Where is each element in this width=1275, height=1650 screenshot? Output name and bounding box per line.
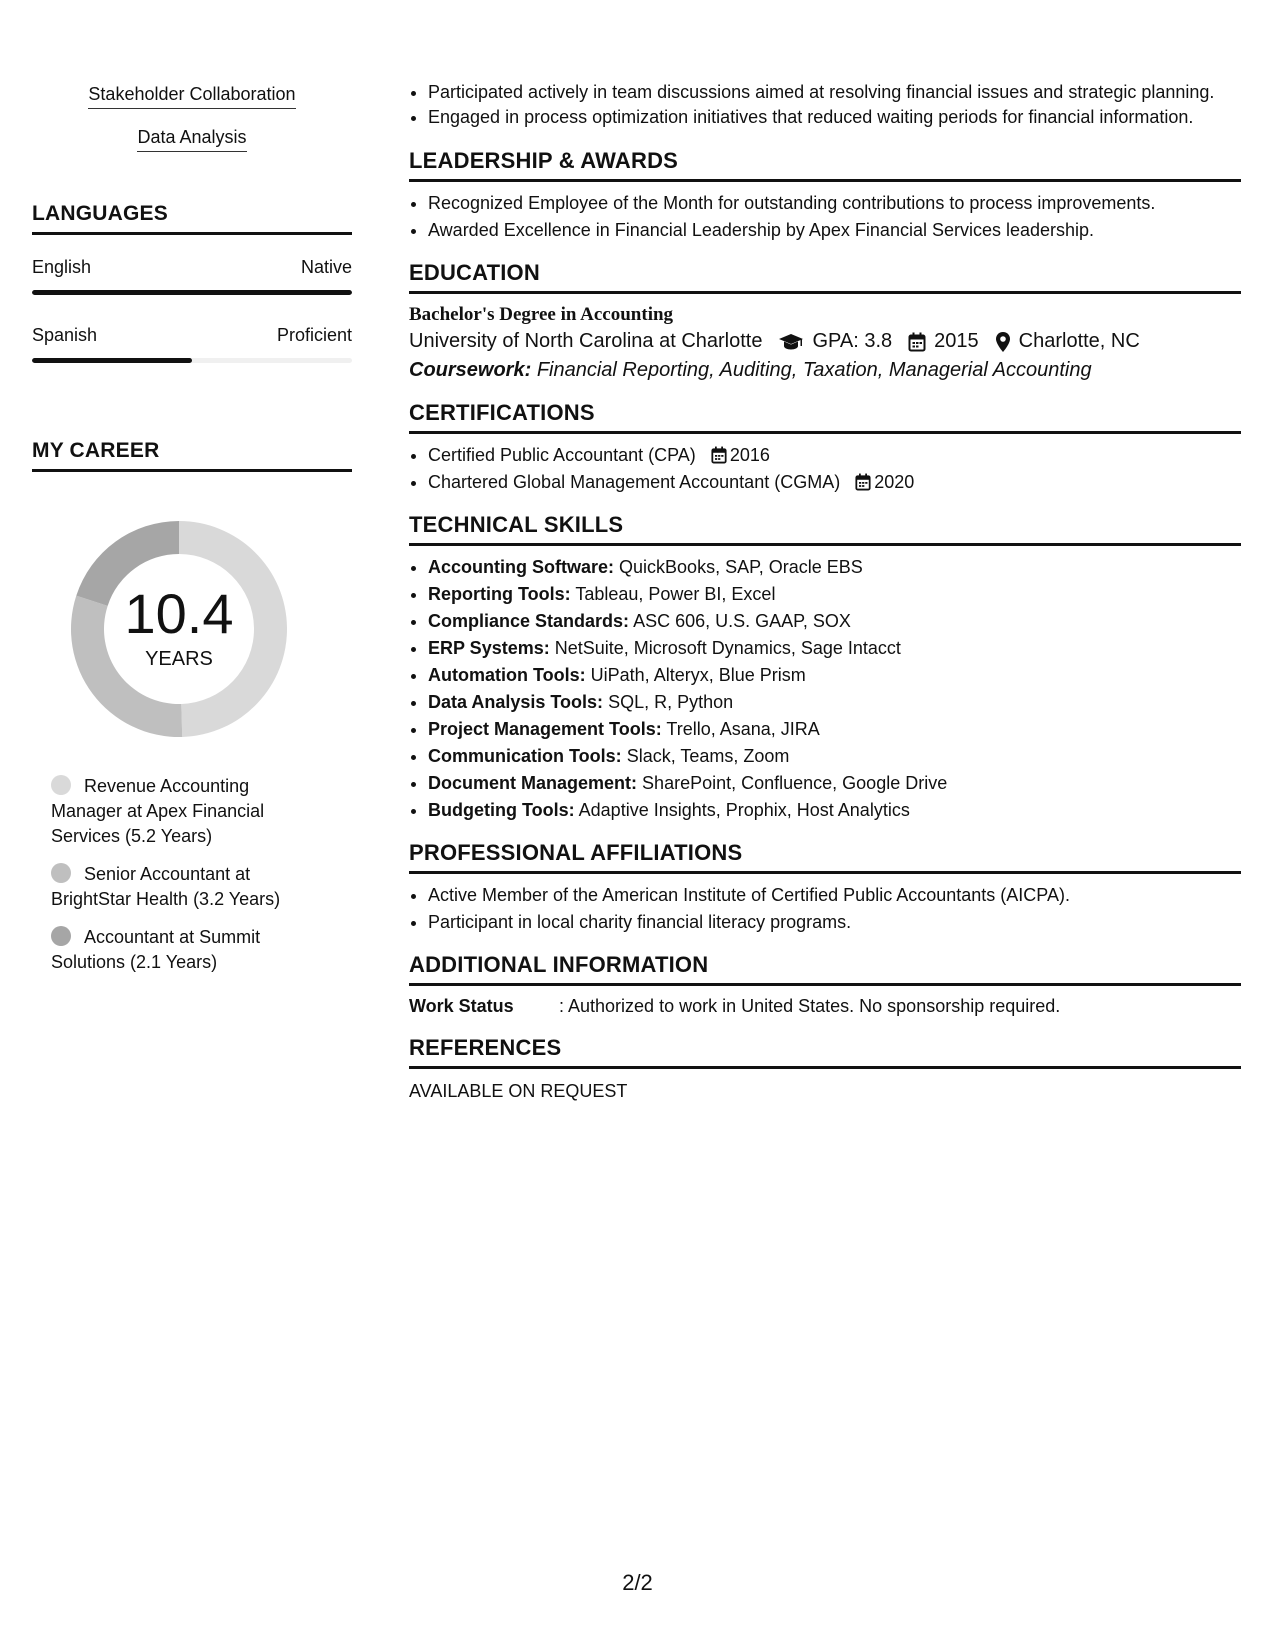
legend-label: Accountant at Summit Solutions (2.1 Years)	[51, 927, 261, 972]
certifications-heading: CERTIFICATIONS	[409, 400, 1241, 434]
career-donut-center	[64, 582, 294, 671]
education-meta	[409, 330, 1241, 353]
language-item	[32, 325, 352, 363]
school-location: Charlotte, NC	[1018, 330, 1140, 352]
list-item	[428, 442, 1241, 469]
skill-category: Project Management Tools:	[428, 719, 662, 739]
language-proficiency-bar	[32, 358, 352, 363]
education-heading: EDUCATION	[409, 260, 1241, 294]
calendar-icon	[711, 446, 727, 464]
list-item	[428, 581, 1241, 608]
skill-values: Trello, Asana, JIRA	[666, 719, 820, 739]
list-item: • Participant in local charity financial literacy programs.	[428, 909, 1241, 936]
list-item	[428, 662, 1241, 689]
list-item: • Engaged in process optimization initiatives that reduced waiting periods for financial information.	[428, 105, 1241, 130]
skill-values: ASC 606, U.S. GAAP, SOX	[633, 611, 851, 631]
list-item	[428, 554, 1241, 581]
affiliations-heading: PROFESSIONAL AFFILIATIONS	[409, 840, 1241, 874]
certification-year: 2016	[729, 445, 770, 465]
certifications-list	[409, 442, 1241, 496]
skill-tag: Stakeholder Collaboration	[88, 84, 295, 109]
career-legend	[32, 774, 352, 975]
skill-values: SQL, R, Python	[608, 692, 734, 712]
main-column	[409, 80, 1241, 1102]
degree: Bachelor's Degree in Accounting	[409, 304, 674, 325]
work-status-row	[409, 996, 1241, 1017]
gpa: GPA: 3.8	[812, 330, 893, 352]
page-number: 2/2	[622, 1570, 653, 1595]
skill-category: ERP Systems:	[428, 638, 550, 658]
language-proficiency-fill	[32, 290, 352, 295]
work-status-value: : Authorized to work in United States. No sponsorship required.	[559, 996, 1061, 1016]
sidebar	[32, 84, 352, 988]
list-item	[428, 689, 1241, 716]
list-item: • Awarded Excellence in Financial Leadership by Apex Financial Services leadership.	[428, 217, 1241, 244]
list-item: • Active Member of the American Institute of Certified Public Accountants (AICPA).	[428, 882, 1241, 909]
skill-values: Tableau, Power BI, Excel	[575, 584, 776, 604]
language-proficiency-bar	[32, 290, 352, 295]
career-donut-chart	[64, 514, 294, 744]
skill-values: QuickBooks, SAP, Oracle EBS	[619, 557, 863, 577]
certification-name: Certified Public Accountant (CPA)	[428, 445, 696, 465]
coursework-label: Coursework:	[409, 359, 532, 381]
skill-category: Document Management:	[428, 773, 638, 793]
skill-values: NetSuite, Microsoft Dynamics, Sage Intacct	[554, 638, 901, 658]
calendar-icon	[855, 473, 871, 491]
graduation-cap-icon	[778, 333, 804, 351]
skill-tag: Data Analysis	[137, 127, 246, 152]
skill-values: Slack, Teams, Zoom	[626, 746, 790, 766]
technical-skills-heading: TECHNICAL SKILLS	[409, 512, 1241, 546]
list-item	[428, 797, 1241, 824]
language-name: English	[32, 257, 92, 277]
career-heading: MY CAREER	[32, 439, 352, 472]
list-item	[428, 770, 1241, 797]
coursework	[409, 359, 1241, 382]
skill-values: Adaptive Insights, Prophix, Host Analytics	[578, 800, 910, 820]
skill-category: Compliance Standards:	[428, 611, 630, 631]
list-item	[428, 743, 1241, 770]
technical-skills-list	[409, 554, 1241, 824]
skill-category: Automation Tools:	[428, 665, 586, 685]
language-item	[32, 257, 352, 295]
list-item	[428, 716, 1241, 743]
skill-values: UiPath, Alteryx, Blue Prism	[590, 665, 806, 685]
school-name: University of North Carolina at Charlotte	[409, 330, 763, 352]
career-legend-item	[51, 862, 301, 912]
career-legend-item	[51, 925, 301, 975]
legend-label: Revenue Accounting Manager at Apex Financial Services (5.2 Years)	[51, 776, 265, 846]
legend-dot	[51, 775, 71, 795]
language-proficiency-fill	[32, 358, 192, 363]
affiliations-list	[409, 882, 1241, 936]
leadership-heading: LEADERSHIP & AWARDS	[409, 148, 1241, 182]
list-item: • Recognized Employee of the Month for outstanding contributions to process improvements.	[428, 190, 1241, 217]
list-item	[428, 469, 1241, 496]
references-heading: REFERENCES	[409, 1035, 1241, 1069]
language-level: Native	[300, 257, 352, 277]
certification-name: Chartered Global Management Accountant (CGMA)	[428, 472, 841, 492]
certification-year: 2020	[874, 472, 915, 492]
skill-category: Data Analysis Tools:	[428, 692, 604, 712]
language-name: Spanish	[32, 325, 98, 345]
list-item: • Participated actively in team discussions aimed at resolving financial issues and strategic planning.	[428, 80, 1241, 105]
list-item	[428, 608, 1241, 635]
skill-values: SharePoint, Confluence, Google Drive	[642, 773, 948, 793]
skill-category: Accounting Software:	[428, 557, 615, 577]
legend-dot	[51, 863, 71, 883]
work-status-label: Work Status	[409, 996, 514, 1016]
languages-heading: LANGUAGES	[32, 202, 352, 235]
legend-dot	[51, 926, 71, 946]
career-total-years: 10.4	[124, 582, 234, 645]
references-text: AVAILABLE ON REQUEST	[409, 1081, 628, 1101]
location-pin-icon	[995, 331, 1011, 353]
language-level: Proficient	[276, 325, 352, 345]
skill-category: Budgeting Tools:	[428, 800, 575, 820]
coursework-list: Financial Reporting, Auditing, Taxation, Managerial Accounting	[536, 359, 1092, 381]
experience-bullets	[409, 80, 1241, 130]
career-total-unit: YEARS	[145, 648, 213, 670]
calendar-icon	[908, 332, 926, 352]
list-item	[428, 635, 1241, 662]
career-legend-item	[51, 774, 301, 849]
skill-category: Reporting Tools:	[428, 584, 571, 604]
legend-label: Senior Accountant at BrightStar Health (3.2 Years)	[51, 864, 281, 909]
graduation-year: 2015	[934, 330, 979, 352]
leadership-list	[409, 190, 1241, 244]
additional-info-heading: ADDITIONAL INFORMATION	[409, 952, 1241, 986]
skill-category: Communication Tools:	[428, 746, 622, 766]
